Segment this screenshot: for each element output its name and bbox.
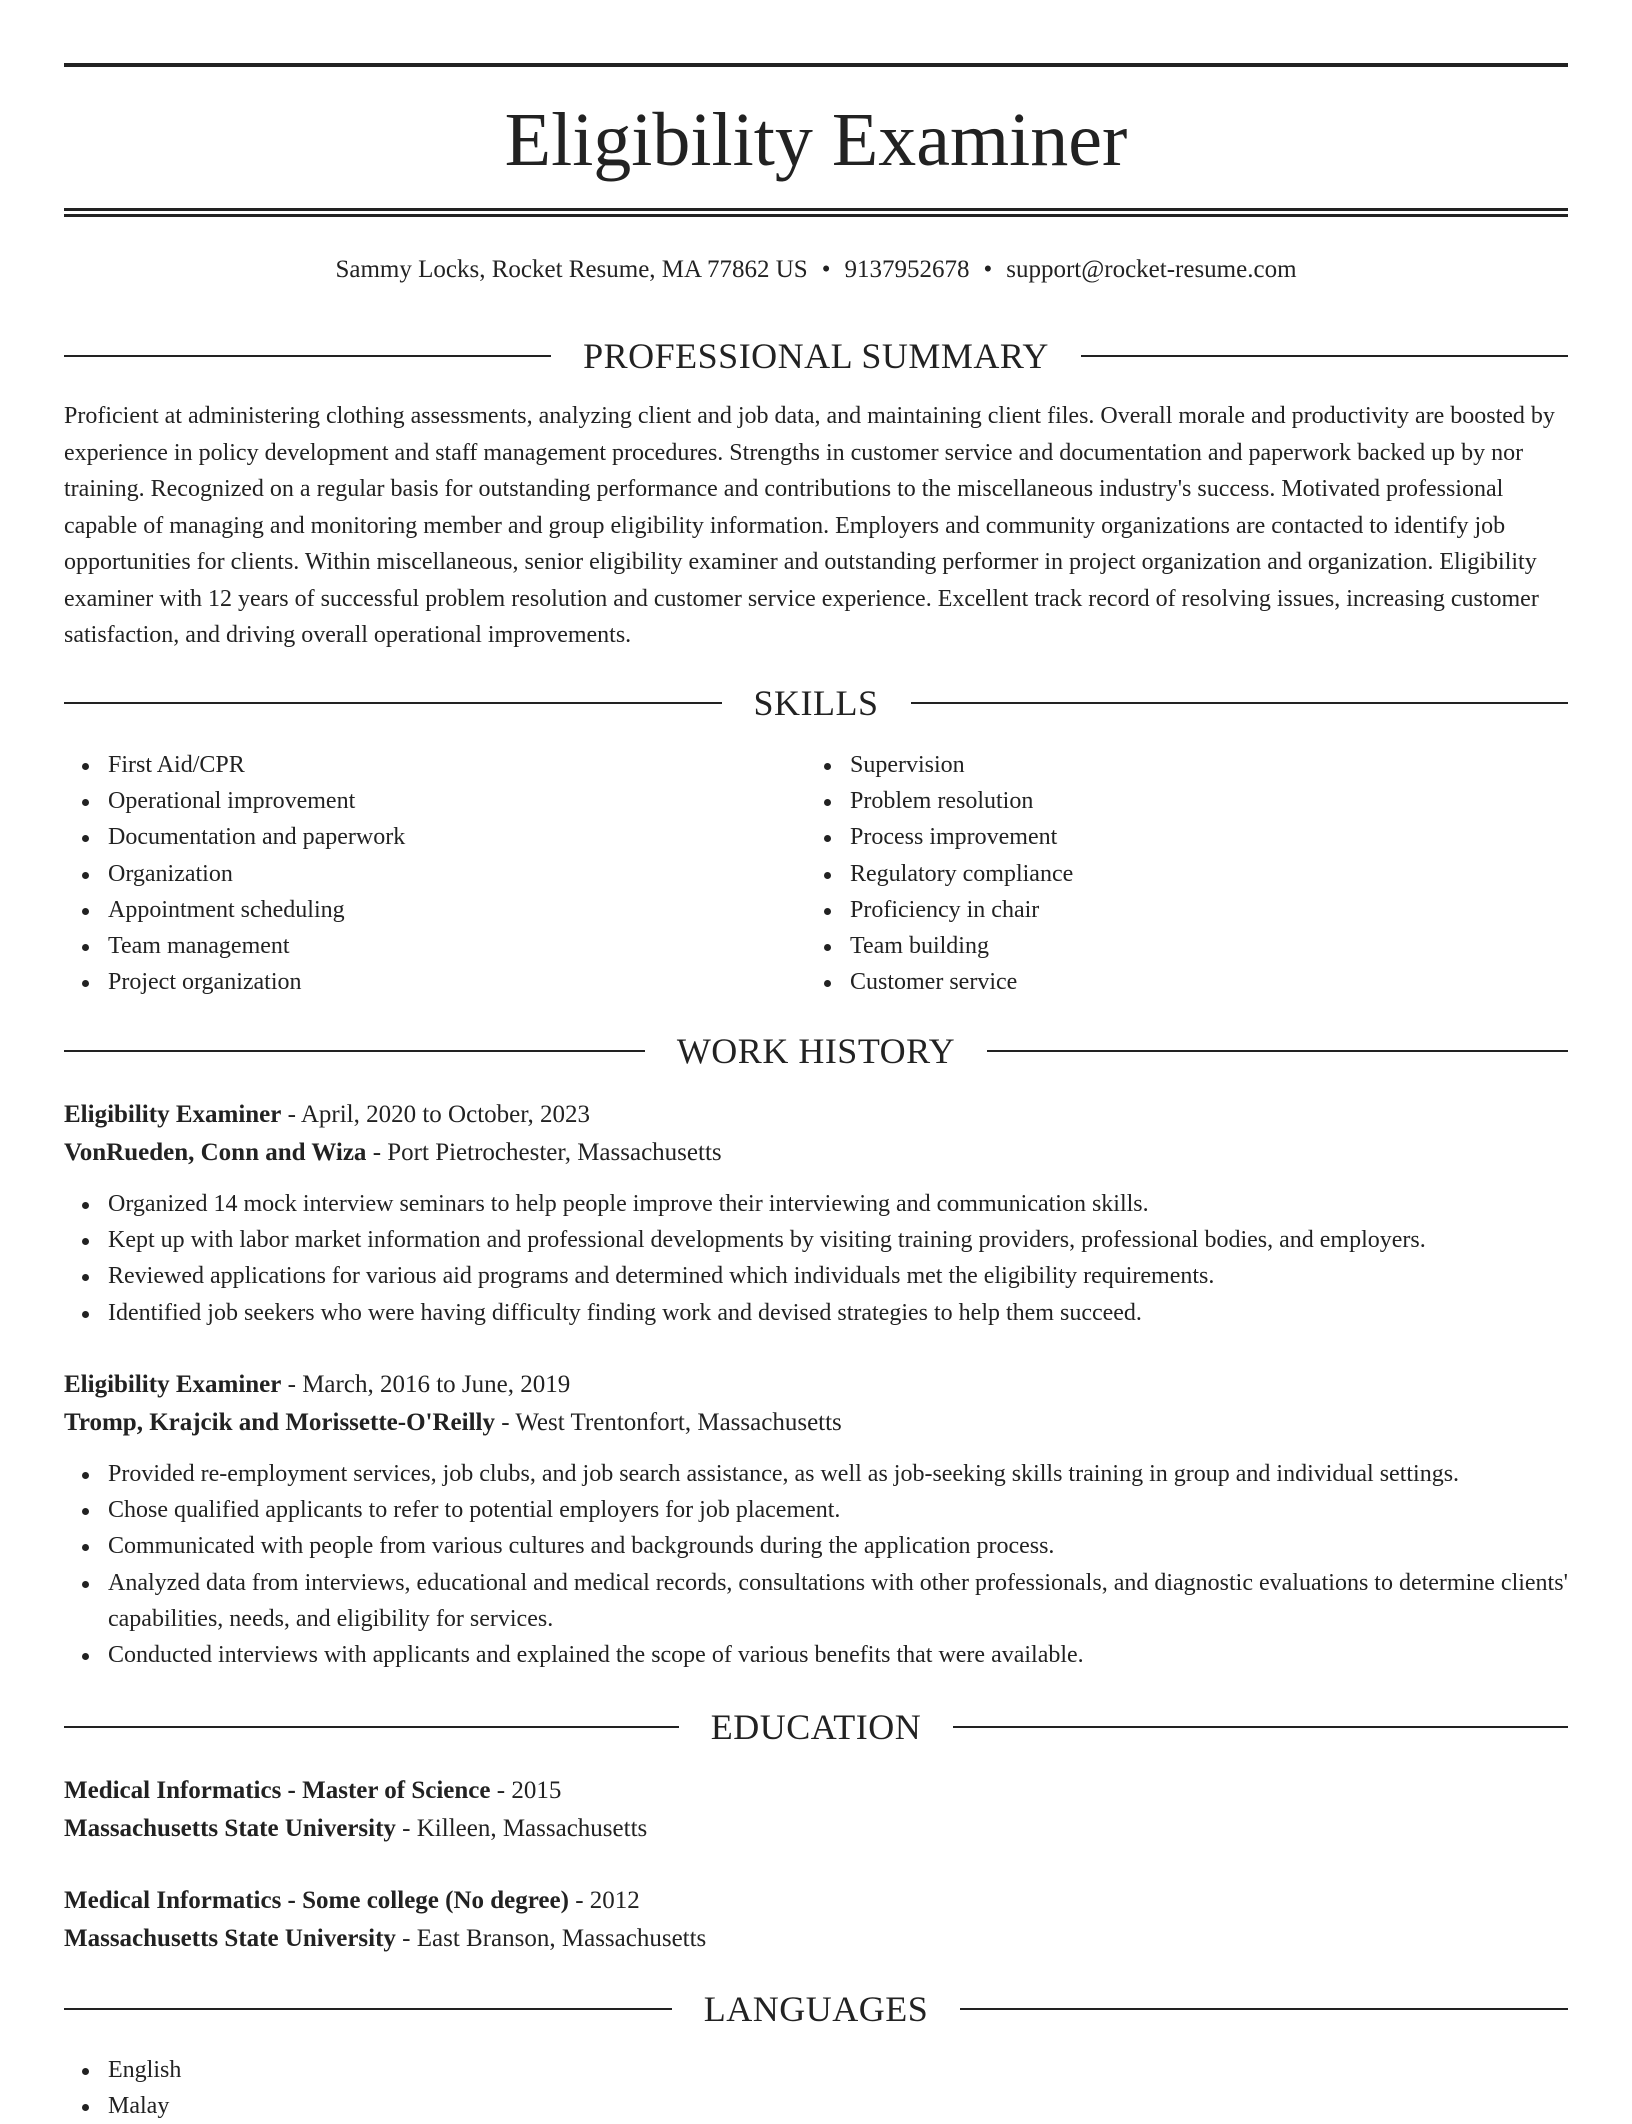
education-location: - Killeen, Massachusetts: [395, 1815, 648, 1842]
education-heading-title: EDUCATION: [710, 1707, 922, 1747]
job-position: Eligibility Examiner: [64, 1371, 282, 1398]
job-dates: - March, 2016 to June, 2019: [281, 1371, 571, 1398]
top-rule: [64, 63, 1568, 67]
education-school: Massachusetts State University: [64, 1925, 396, 1952]
job-position-line: [64, 1366, 1568, 1404]
job-location: - Port Pietrochester, Massachusetts: [366, 1139, 722, 1166]
skill-item: Process improvement: [850, 819, 1506, 855]
heading-rule: [960, 2008, 1568, 2010]
summary-text: Proficient at administering clothing assessments, analyzing client and job data, and maintaining client files. Overall morale and productivity are boosted by experience in policy development and staff management procedures. Strengths in customer service and documentation and paperwork backed up by nor training. Recognized on a regular basis for outstanding performance and contributions to the miscellaneous industry's success. Motivated professional capable of managing and monitoring member and group eligibility information. Employers and community organizations are contacted to identify job opportunities for clients. Within miscellaneous, senior eligibility examiner and outstanding performer in project organization and organization. Eligibility examiner with 12 years of successful problem resolution and customer service experience. Excellent track record of resolving issues, increasing customer satisfaction, and driving overall operational improvements.: [64, 403, 1555, 648]
language-item: English: [108, 2052, 1568, 2088]
job-company-line: [64, 1404, 1568, 1442]
job-company-line: [64, 1134, 1568, 1172]
job-entry: [64, 1366, 1568, 1673]
heading-rule: [64, 1726, 679, 1728]
job-location: - West Trentonfort, Massachusetts: [494, 1409, 842, 1436]
languages-list: [64, 2052, 1568, 2124]
summary-section-heading: [64, 334, 1568, 378]
languages-section-heading: [64, 1987, 1568, 2031]
education-school: Massachusetts State University: [64, 1815, 396, 1842]
education-degree-line: [64, 1882, 1568, 1920]
summary-heading-title: PROFESSIONAL SUMMARY: [583, 336, 1049, 376]
heading-rule: [64, 2008, 672, 2010]
education-degree: Medical Informatics - Master of Science: [64, 1777, 491, 1804]
work-section-heading: [64, 1029, 1568, 1073]
heading-rule: [64, 702, 722, 704]
skills-section-heading: [64, 681, 1568, 725]
education-entry: [64, 1882, 1568, 1958]
job-entry: [64, 1096, 1568, 1331]
education-degree: Medical Informatics - Some college (No degree): [64, 1887, 569, 1914]
title-double-rule: [64, 208, 1568, 217]
contact-address: Sammy Locks, Rocket Resume, MA 77862 US: [335, 256, 808, 283]
job-company: Tromp, Krajcik and Morissette-O'Reilly: [64, 1409, 495, 1436]
languages-heading-title: LANGUAGES: [703, 1989, 929, 2029]
skill-item: First Aid/CPR: [108, 747, 764, 783]
skill-item: Team building: [850, 928, 1506, 964]
skill-item: Regulatory compliance: [850, 856, 1506, 892]
skills-left-column: [64, 747, 764, 1000]
education-school-line: [64, 1810, 1568, 1848]
job-company: VonRueden, Conn and Wiza: [64, 1139, 367, 1166]
skills-right-column: [806, 747, 1506, 1000]
skill-item: Customer service: [850, 964, 1506, 1000]
job-bullet: Provided re-employment services, job clubs, and job search assistance, as well as job-seeking skills training in group and individual settings.: [108, 1456, 1568, 1492]
heading-rule: [1081, 355, 1568, 357]
education-degree-line: [64, 1772, 1568, 1810]
skill-item: Organization: [108, 856, 764, 892]
heading-rule: [987, 1050, 1568, 1052]
job-position-line: [64, 1096, 1568, 1134]
education-year: - 2015: [490, 1777, 562, 1804]
heading-rule: [64, 355, 551, 357]
skill-item: Documentation and paperwork: [108, 819, 764, 855]
job-position: Eligibility Examiner: [64, 1101, 282, 1128]
job-bullet: Reviewed applications for various aid programs and determined which individuals met the eligibility requirements.: [108, 1258, 1568, 1294]
heading-rule: [911, 702, 1569, 704]
skill-item: Proficiency in chair: [850, 892, 1506, 928]
job-bullet: Kept up with labor market information and professional developments by visiting training providers, professional bodies, and employers.: [108, 1222, 1568, 1258]
education-year: - 2012: [568, 1887, 640, 1914]
heading-rule: [64, 1050, 645, 1052]
job-bullet: Identified job seekers who were having difficulty finding work and devised strategies to help them succeed.: [108, 1295, 1568, 1331]
skill-item: Appointment scheduling: [108, 892, 764, 928]
skill-item: Project organization: [108, 964, 764, 1000]
language-item: Malay: [108, 2088, 1568, 2124]
skill-item: Operational improvement: [108, 783, 764, 819]
job-bullet: Communicated with people from various cultures and backgrounds during the application process.: [108, 1528, 1568, 1564]
education-entry: [64, 1772, 1568, 1848]
work-heading-title: WORK HISTORY: [676, 1031, 956, 1071]
contact-phone: 9137952678: [844, 256, 970, 283]
resume-title: Eligibility Examiner: [504, 98, 1128, 182]
job-dates: - April, 2020 to October, 2023: [281, 1101, 591, 1128]
job-bullet: Conducted interviews with applicants and explained the scope of various benefits that were available.: [108, 1637, 1568, 1673]
education-location: - East Branson, Massachusetts: [395, 1925, 707, 1952]
contact-email: support@rocket-resume.com: [1006, 256, 1297, 283]
skill-item: Problem resolution: [850, 783, 1506, 819]
education-school-line: [64, 1920, 1568, 1958]
job-bullet: Chose qualified applicants to refer to potential employers for job placement.: [108, 1492, 1568, 1528]
job-bullet: Organized 14 mock interview seminars to help people improve their interviewing and communication skills.: [108, 1186, 1568, 1222]
heading-rule: [953, 1726, 1568, 1728]
contact-separator: •: [983, 256, 993, 283]
education-section-heading: [64, 1705, 1568, 1749]
contact-line: [64, 252, 1568, 288]
skill-item: Team management: [108, 928, 764, 964]
contact-separator: •: [821, 256, 831, 283]
skills-heading-title: SKILLS: [753, 683, 879, 723]
job-bullet: Analyzed data from interviews, educational and medical records, consultations with other professionals, and diagnostic evaluations to determine clients' capabilities, needs, and eligibility for services.: [108, 1565, 1568, 1637]
skill-item: Supervision: [850, 747, 1506, 783]
